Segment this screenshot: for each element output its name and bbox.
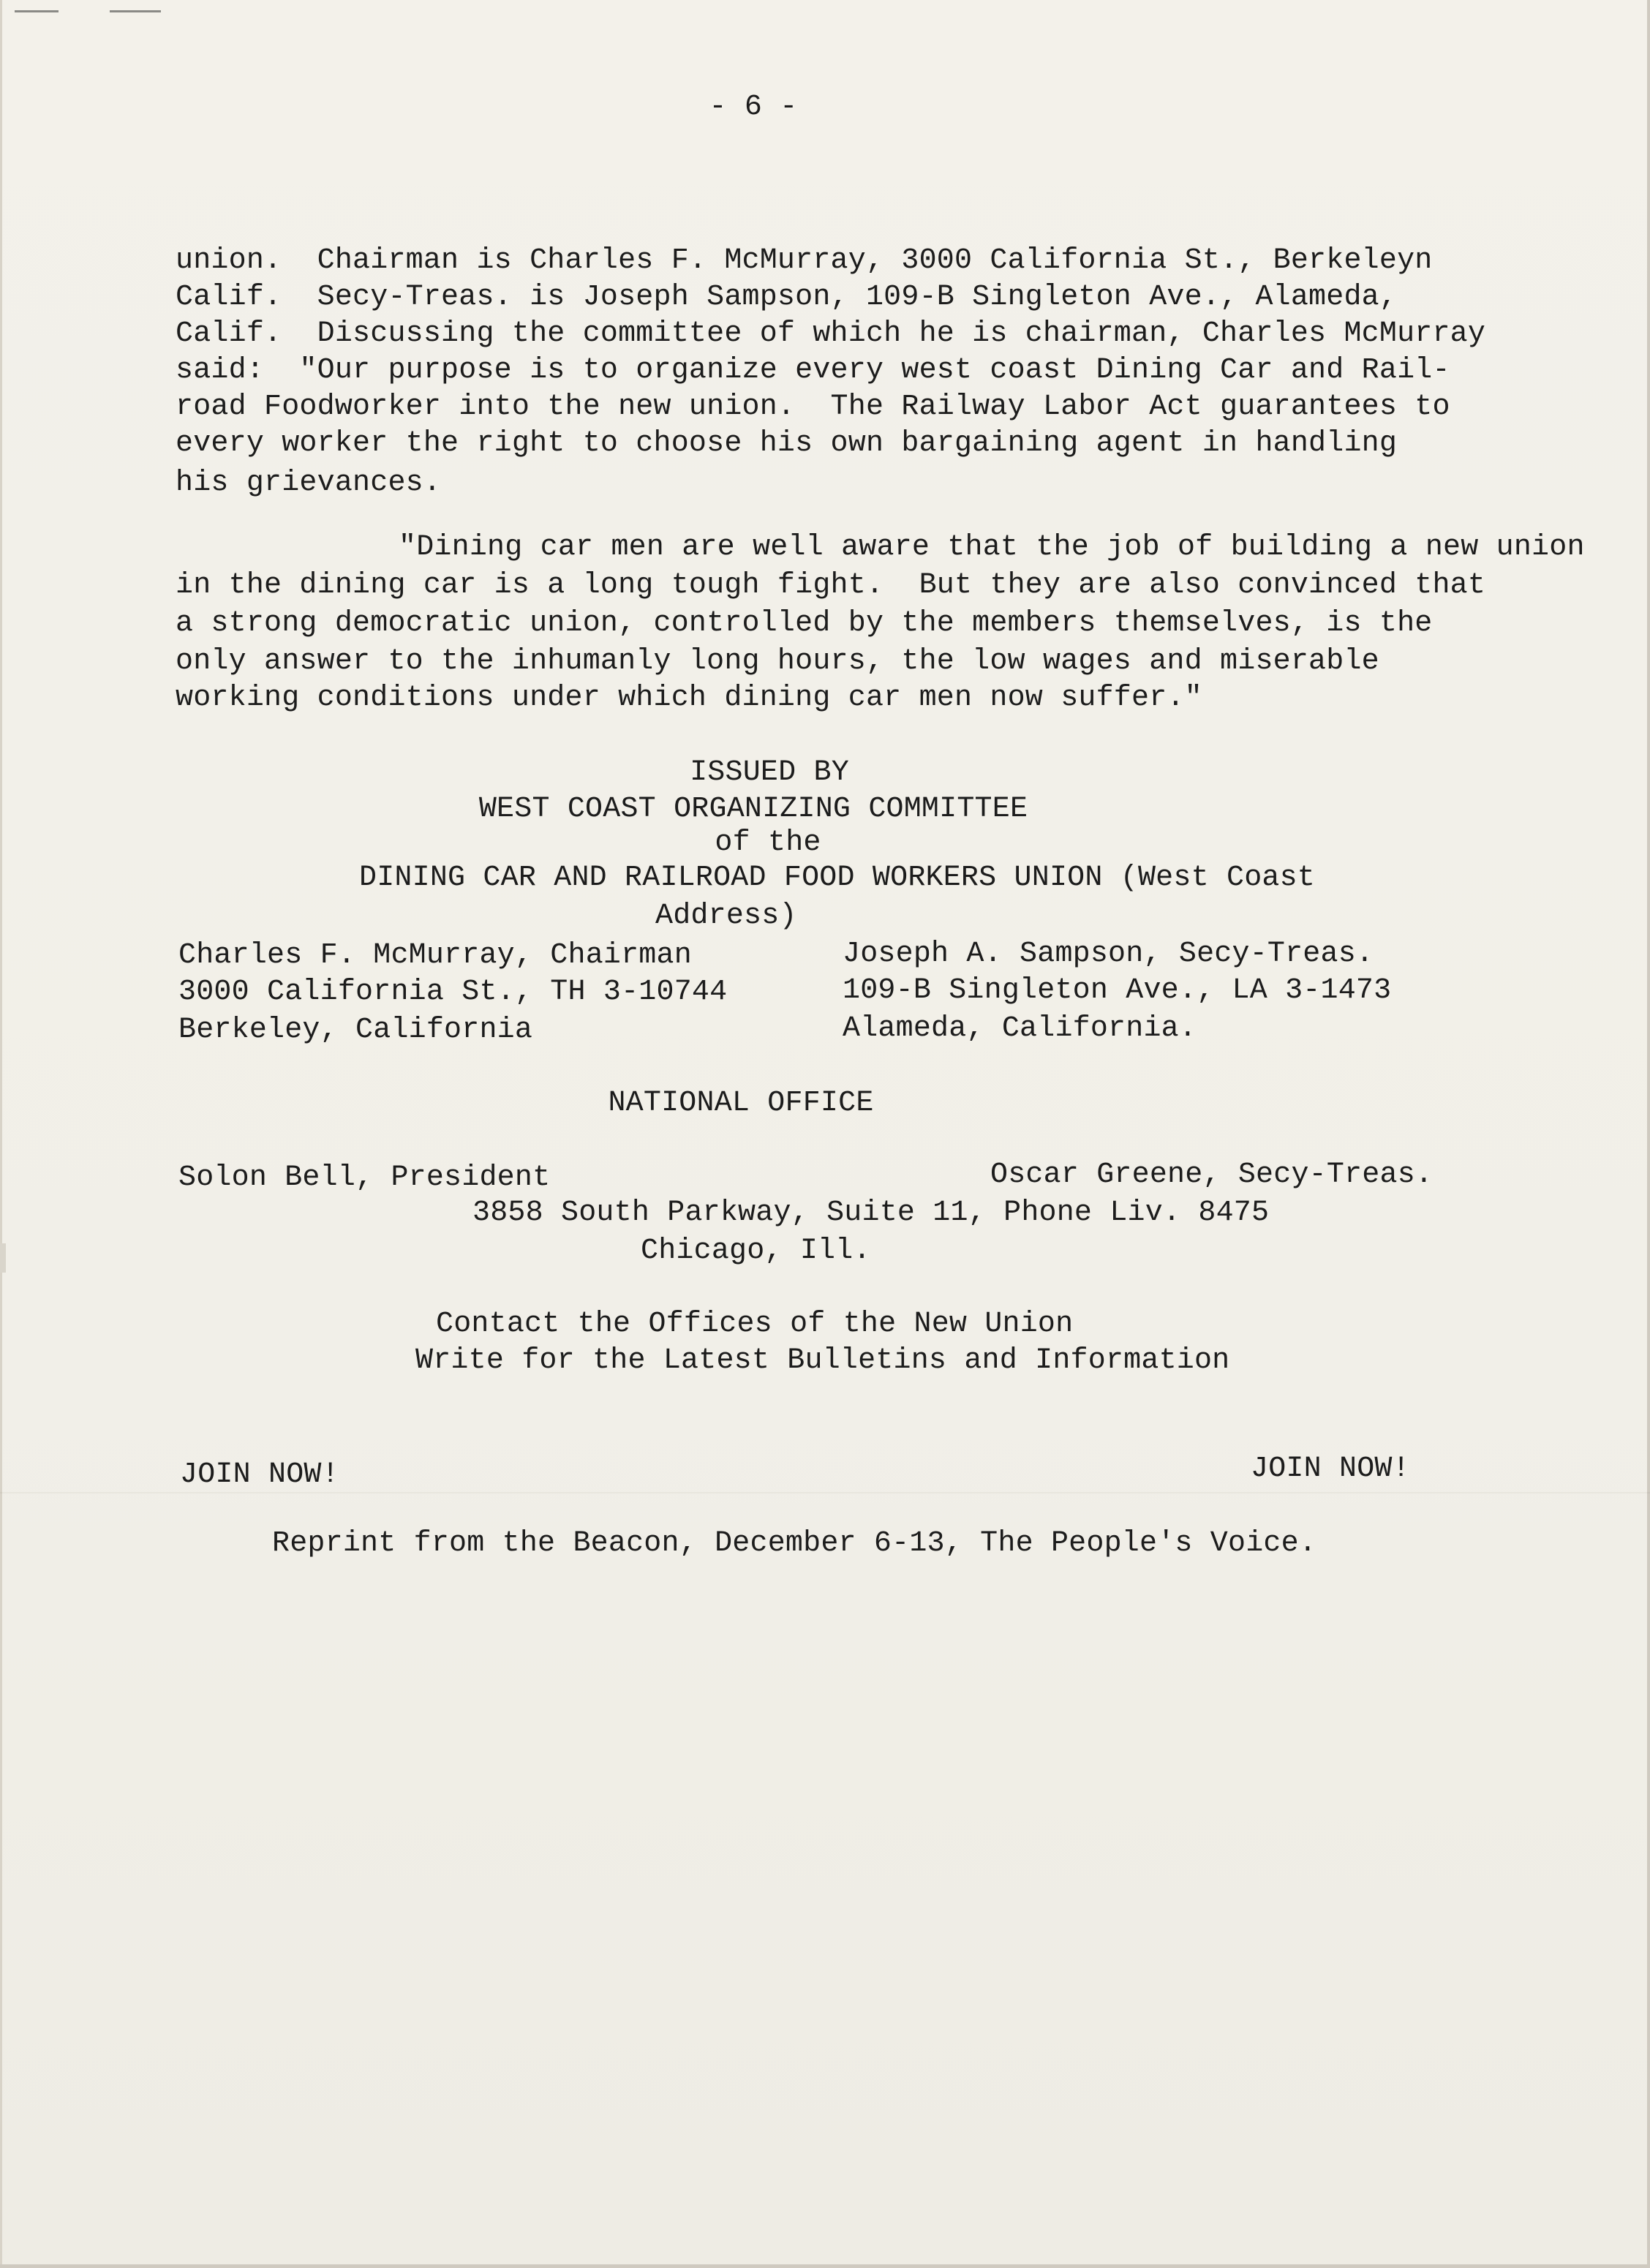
national-president: Solon Bell, President	[178, 1161, 551, 1194]
contact-line-1: Contact the Offices of the New Union	[436, 1308, 1074, 1341]
paragraph-line: road Foodworker into the new union. The Railway Labor Act guarantees to	[176, 391, 1450, 423]
of-the-text: of the	[715, 826, 821, 859]
paragraph-line: in the dining car is a long tough fight. But they are also convinced that	[176, 569, 1486, 602]
torn-edge-mark	[15, 10, 59, 12]
paragraph-line: "Dining car men are well aware that the job of building a new union	[399, 531, 1585, 564]
address-line: Alameda, California.	[843, 1012, 1197, 1045]
join-now-right: JOIN NOW!	[1251, 1453, 1410, 1485]
page-number: - 6 -	[709, 91, 798, 124]
paper-edge-left	[0, 0, 2, 2268]
torn-edge-mark	[0, 1243, 6, 1273]
national-city: Chicago, Ill.	[641, 1235, 871, 1267]
contact-line-2: Write for the Latest Bulletins and Information	[415, 1344, 1230, 1377]
address-line: Joseph A. Sampson, Secy-Treas.	[843, 938, 1374, 971]
torn-edge-mark	[110, 10, 161, 12]
reprint-note: Reprint from the Beacon, December 6-13, The People's Voice.	[272, 1527, 1317, 1560]
paper-edge-bottom	[0, 2264, 1650, 2268]
national-secretary: Oscar Greene, Secy-Treas.	[990, 1159, 1434, 1191]
committee-name: WEST COAST ORGANIZING COMMITTEE	[478, 793, 1028, 826]
paragraph-line: said: "Our purpose is to organize every west coast Dining Car and Rail-	[176, 354, 1450, 387]
union-name-line-2: Address)	[655, 900, 797, 933]
paragraph-line: every worker the right to choose his own bargaining agent in handling	[176, 427, 1398, 460]
issued-by-heading: ISSUED BY	[690, 756, 849, 789]
address-line: 3000 California St., TH 3-10744	[178, 976, 728, 1009]
address-line: 109-B Singleton Ave., LA 3-1473	[843, 974, 1392, 1007]
national-office-heading: NATIONAL OFFICE	[608, 1087, 874, 1120]
join-now-left: JOIN NOW!	[180, 1458, 339, 1491]
paragraph-line: only answer to the inhumanly long hours, the low wages and miserable	[176, 645, 1379, 678]
address-line: Charles F. McMurray, Chairman	[178, 939, 692, 972]
address-line: Berkeley, California	[178, 1014, 533, 1047]
paragraph-line: Calif. Discussing the committee of which he is chairman, Charles McMurray	[176, 317, 1486, 350]
paragraph-line: a strong democratic union, controlled by the members themselves, is the	[176, 607, 1433, 640]
paragraph-line: Calif. Secy-Treas. is Joseph Sampson, 109-B Singleton Ave., Alameda,	[176, 281, 1398, 314]
union-name-line-1: DINING CAR AND RAILROAD FOOD WORKERS UNION (West Coast	[359, 862, 1316, 894]
paragraph-line: working conditions under which dining car men now suffer."	[176, 682, 1202, 715]
paragraph-line: union. Chairman is Charles F. McMurray, 3000 California St., Berkeleyn	[176, 244, 1433, 277]
paragraph-line: his grievances.	[176, 467, 442, 500]
paper-edge-right	[1647, 0, 1650, 2268]
national-address: 3858 South Parkway, Suite 11, Phone Liv. 8475	[472, 1197, 1270, 1229]
